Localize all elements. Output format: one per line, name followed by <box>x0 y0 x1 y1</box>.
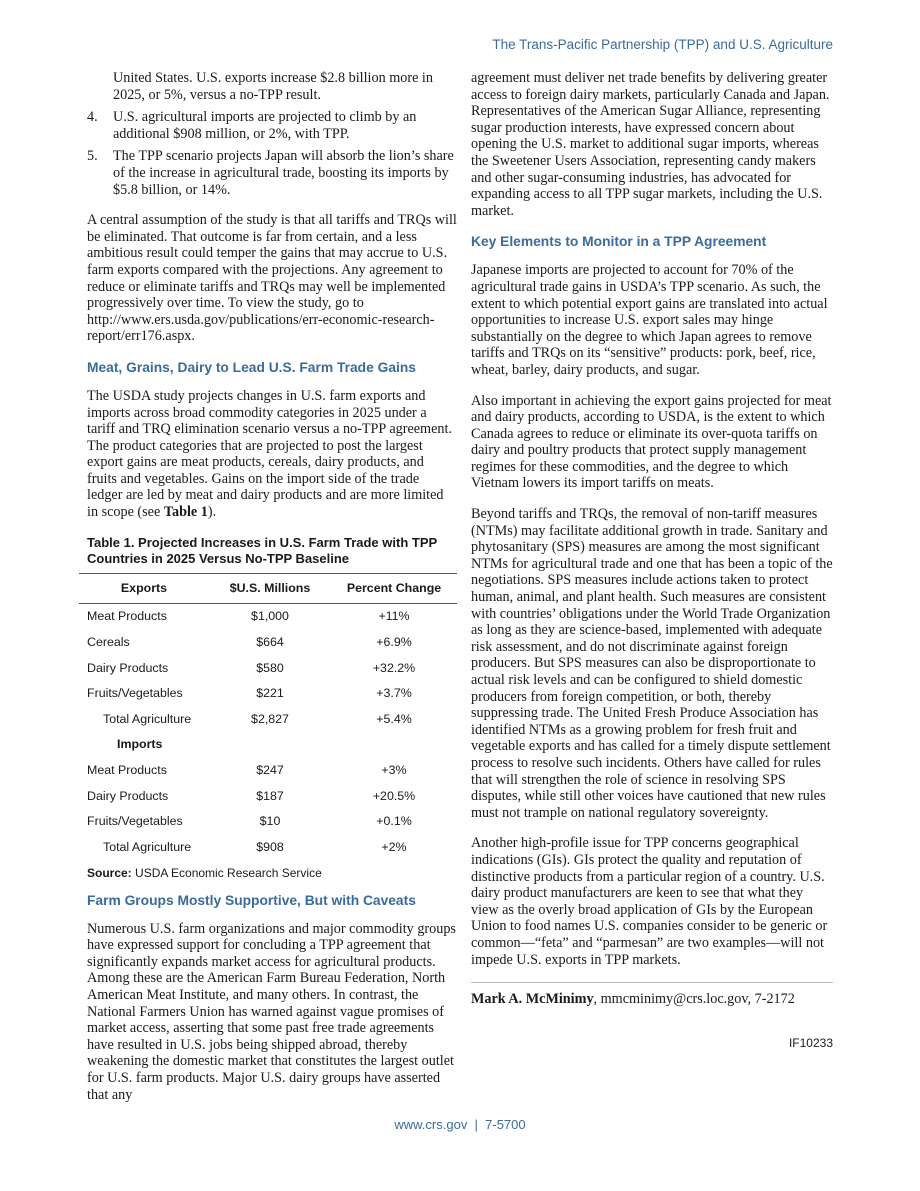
column-header: Exports <box>79 573 209 603</box>
table-row <box>79 757 457 783</box>
paragraph-farm-groups: Numerous U.S. farm organizations and major commodity groups have expressed support for concluding a TPP agreement that significantly expands market access for agricultural products. Among these are the American Farm Bureau Federation, North American Meat Institute, and many others. In contrast, the National Farmers Union has warned against vague promises of market access, asserting that some past free trade agreements have resulted in U.S. jobs being shipped abroad, thereby weakening the domestic market that constitutes the largest outlet for U.S. farm products. Major U.S. dairy groups have asserted that any <box>87 920 456 1103</box>
row-value: $1,000 <box>251 609 289 624</box>
section-heading-trade-gains: Meat, Grains, Dairy to Lead U.S. Farm Trade Gains <box>87 359 416 375</box>
row-value: $221 <box>256 686 284 701</box>
running-header: The Trans-Pacific Partnership (TPP) and U.S. Agriculture <box>492 37 833 52</box>
row-label: Meat Products <box>87 609 167 624</box>
row-value: $187 <box>256 788 284 803</box>
trade-table <box>79 573 457 860</box>
row-label: Cereals <box>87 635 130 650</box>
row-percent: +6.9% <box>376 635 412 650</box>
row-value: $247 <box>256 763 284 778</box>
text-run: ). <box>207 504 217 521</box>
row-label: Total Agriculture <box>103 711 192 726</box>
row-value: $2,827 <box>251 711 289 726</box>
row-label: Fruits/Vegetables <box>87 686 183 701</box>
section-heading-farm-groups: Farm Groups Mostly Supportive, But with Caveats <box>87 892 416 908</box>
table-source <box>87 866 457 880</box>
author-name: Mark A. McMinimy <box>471 991 594 1008</box>
paragraph-gi: Another high-profile issue for TPP concerns geographical indications (GIs). GIs protect the quality and reputation of distinctive products from a particular region of a country. U.S. dairy product manufacturers are keen to see that what they view as the overly broad application of GIs by the European Union to food names U.S. companies consider to be generic or common—“feta” and “parmesan” are two examples—will not impede U.S. exports in TPP markets. <box>471 835 828 968</box>
table-row-total <box>79 706 457 732</box>
table-row <box>79 655 457 681</box>
row-percent: +0.1% <box>376 814 412 829</box>
list-item <box>87 148 457 198</box>
source-label: Source: <box>87 865 132 880</box>
page-footer: www.crs.gov | 7-5700 <box>394 1117 526 1132</box>
author-contact: , mmcminimy@crs.loc.gov, 7-2172 <box>593 991 795 1008</box>
table-title: Table 1. Projected Increases in U.S. Farm Trade with TPP Countries in 2025 Versus No-TPP Baseline <box>87 534 437 566</box>
row-value: $10 <box>259 814 281 829</box>
row-value: $580 <box>256 660 284 675</box>
author-line <box>471 982 833 1008</box>
list-number: 5. <box>87 148 98 165</box>
document-id: IF10233 <box>788 1036 833 1051</box>
row-percent: +3.7% <box>376 686 412 701</box>
paragraph-ntm: Beyond tariffs and TRQs, the removal of non-tariff measures (NTMs) may facilitate additional growth in trade. Sanitary and phytosanitary (SPS) measures are among the most significant NTMs for agricultural trade and one that has been a topic of the negotiations. SPS measures include actions taken to protect human, animal, and plant health. Such measures are consistent with countries’ obligations under the World Trade Organization as long as they are science-based, implemented with adequate risk assessment, and do not discriminate against foreign producers. But SPS measures can also be disproportionate to actual risk levels and can be configured to shield domestic producers from foreign competition, or both, thereby suppressing trade. The United Fresh Produce Association has identified NTMs as a growing problem for fresh fruit and vegetable exports and has called for a timely dispute settlement process to resolve such incidents. Others have called for rules that will strengthen the role of science in resolving SPS disputes, while still other voices have cautioned that new rules must not trample on national regulatory sovereignty. <box>471 506 833 821</box>
table-row <box>79 783 457 809</box>
row-label: Fruits/Vegetables <box>87 814 183 829</box>
row-label: Total Agriculture <box>103 839 192 854</box>
row-value: $908 <box>256 839 284 854</box>
findings-list <box>87 109 457 198</box>
paragraph-assumption: A central assumption of the study is that all tariffs and TRQs will be eliminated. That outcome is far from certain, and a less ambitious result could temper the gains that may accrue to U.S. farm exports compared with the projections. Any agreement to reduce or eliminate tariffs and TRQs may well be implemented progressively over time. To view the study, go to http://www.ers.usda.gov/publications/err-economic-research-report/err176.aspx. <box>87 212 457 345</box>
empty-cell <box>331 732 457 758</box>
column-header: $U.S. Millions <box>209 573 331 603</box>
section-heading-key-elements: Key Elements to Monitor in a TPP Agreement <box>471 234 767 250</box>
right-column <box>471 70 833 1050</box>
row-percent: +32.2% <box>372 660 416 675</box>
paragraph-canada-vietnam: Also important in achieving the export gains projected for meat and dairy products, according to USDA, is the extent to which Canada agrees to reduce or eliminate its over-quota tariffs on dairy and poultry products that protect supply management regimes for these commodities, and the degree to which Vietnam lowers its import tariffs on meats. <box>471 392 832 492</box>
table-header-row <box>79 573 457 603</box>
row-percent: +11% <box>378 609 410 624</box>
table-row <box>79 629 457 655</box>
table-row <box>79 603 457 629</box>
row-value: $664 <box>256 635 284 650</box>
row-percent: +20.5% <box>372 788 416 803</box>
row-label: Dairy Products <box>87 788 169 803</box>
text-run: The USDA study projects changes in U.S. farm exports and imports across broad commodity categories in 2025 under a tariff and TRQ elimination scenario versus a no-TPP agreement. The product categories that are projected to post the largest export gains are meat products, cereals, dairy products, and fruits and vegetables. Gains on the import side of the trade ledger are led by meat and dairy products and are more limited in scope (see <box>87 387 452 521</box>
table-reference: Table 1 <box>163 504 208 521</box>
list-item <box>87 109 457 142</box>
row-label: Meat Products <box>87 763 167 778</box>
table-section-row <box>79 732 457 758</box>
source-text: USDA Economic Research Service <box>131 865 322 880</box>
list-continuation: United States. U.S. exports increase $2.8 billion more in 2025, or 5%, versus a no-TPP result. <box>113 70 433 103</box>
row-percent: +2% <box>381 839 407 854</box>
row-label: Dairy Products <box>87 660 169 675</box>
list-text: U.S. agricultural imports are projected to climb by an additional $908 million, or 2%, with TPP. <box>113 109 417 142</box>
row-percent: +5.4% <box>376 711 412 726</box>
section-label: Imports <box>117 737 163 752</box>
column-header: Percent Change <box>331 573 457 603</box>
paragraph-dairy-sugar: agreement must deliver net trade benefits by delivering greater access to foreign dairy markets, particularly Canada and Japan. Representatives of the American Sugar Alliance, representing sugar production interests, have expressed concern about opening the U.S. market to additional sugar imports, whereas the Sweetener Users Association, representing candy makers and other sugar-consuming industries, has advocated for expanding access to all TPP sugar markets, including the U.S. market. <box>471 70 830 219</box>
left-column <box>87 70 457 1117</box>
list-number: 4. <box>87 109 98 126</box>
table-row-total <box>79 834 457 860</box>
row-percent: +3% <box>381 763 407 778</box>
table-row <box>79 680 457 706</box>
list-text: The TPP scenario projects Japan will absorb the lion’s share of the increase in agricultural trade, boosting its imports by $5.8 billion, or 14%. <box>113 148 454 198</box>
paragraph-japan: Japanese imports are projected to account for 70% of the agricultural trade gains in USDA’s TPP scenario. As such, the extent to which potential export gains are translated into actual opportunities to increase U.S. export sales may hinge substantially on the degree to which Japan agrees to remove tariffs and TRQs on its “sensitive” products: pork, beef, rice, wheat, barley, dairy products, and sugar. <box>471 262 828 378</box>
empty-cell <box>209 732 331 758</box>
table-row <box>79 808 457 834</box>
paragraph-usda-study <box>87 388 457 521</box>
